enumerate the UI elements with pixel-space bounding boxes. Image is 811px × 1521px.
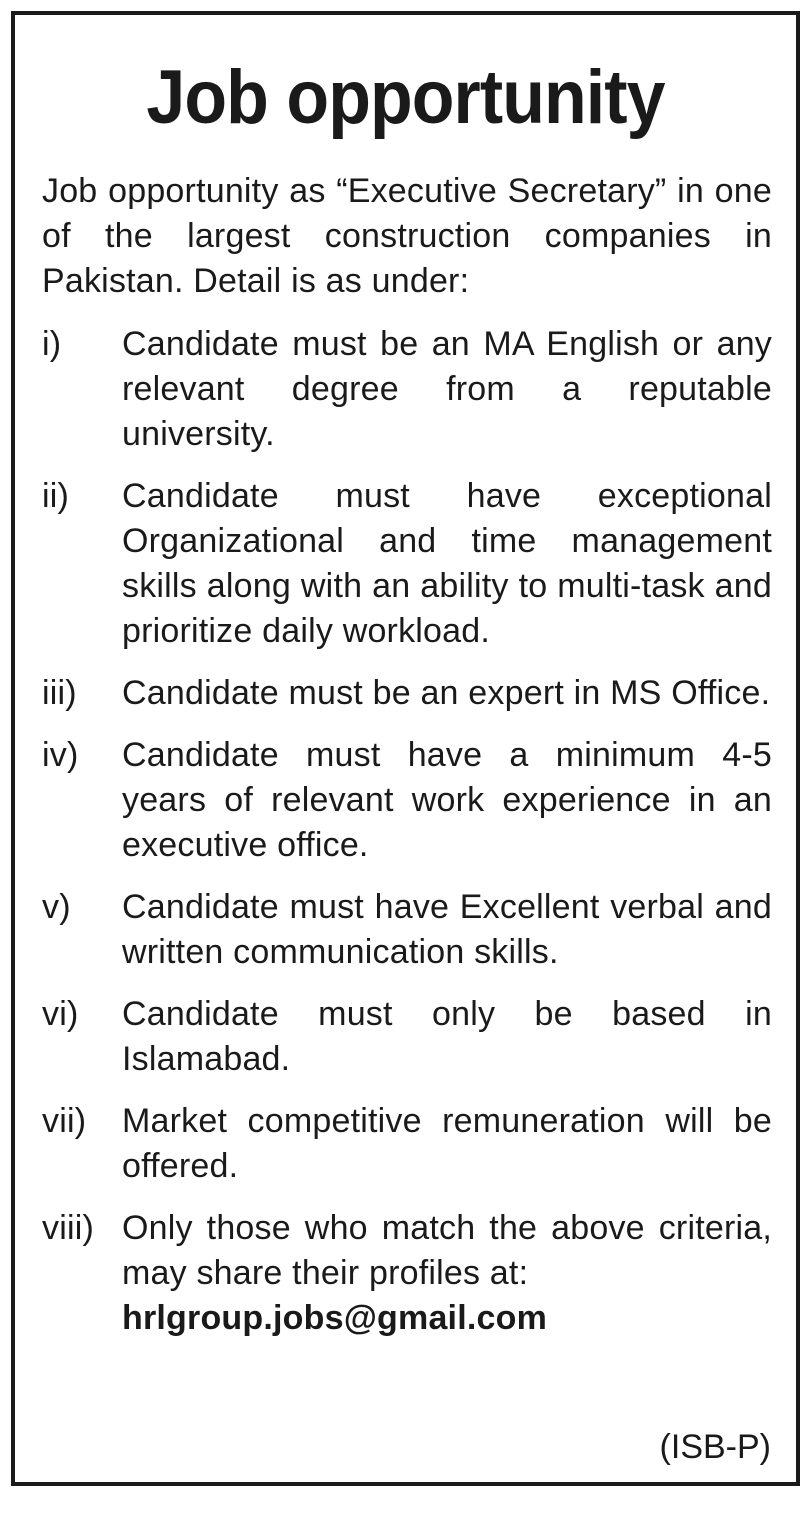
list-item [42, 671, 772, 716]
list-item-number: vi) [42, 995, 79, 1033]
list-item-text: Candidate must have a minimum 4-5 years of relevant work experience in an executive office. [122, 736, 772, 864]
list-item-number: iv) [42, 736, 79, 774]
list-item-text: Only those who match the above criteria, may share their profiles at: [122, 1209, 772, 1292]
job-advert-frame [11, 11, 800, 1486]
list-item [42, 1099, 772, 1189]
list-item [42, 992, 772, 1082]
list-item [42, 474, 772, 654]
list-item-number: v) [42, 888, 71, 926]
list-item-text: Candidate must have Excellent verbal and written communication skills. [122, 888, 772, 971]
list-item-number: iii) [42, 674, 77, 712]
reference-code: (ISB-P) [659, 1428, 771, 1466]
list-item-number: viii) [42, 1209, 94, 1247]
list-item-text: Candidate must be an expert in MS Office. [122, 674, 771, 712]
list-item [42, 733, 772, 868]
list-item-text: Candidate must be an MA English or any relevant degree from a reputable university. [122, 325, 772, 453]
list-item-number: ii) [42, 477, 70, 515]
list-item [42, 322, 772, 457]
list-item-text: Market competitive remuneration will be offered. [122, 1102, 772, 1185]
advert-intro: Job opportunity as “Executive Secretary” in one of the largest construction companies in Pakistan. Detail is as under: [42, 172, 772, 300]
list-item-number: vii) [42, 1102, 87, 1140]
advert-title: Job opportunity [146, 55, 665, 140]
list-item [42, 1206, 772, 1341]
requirements-list [42, 322, 772, 1358]
contact-email[interactable]: hrlgroup.jobs@gmail.com [122, 1299, 548, 1337]
list-item-text: Candidate must have exceptional Organizational and time management skills along with an ability to multi-task and prioritize daily workload. [122, 477, 772, 650]
list-item-number: i) [42, 325, 62, 363]
list-item-text: Candidate must only be based in Islamabad. [122, 995, 772, 1078]
list-item [42, 885, 772, 975]
